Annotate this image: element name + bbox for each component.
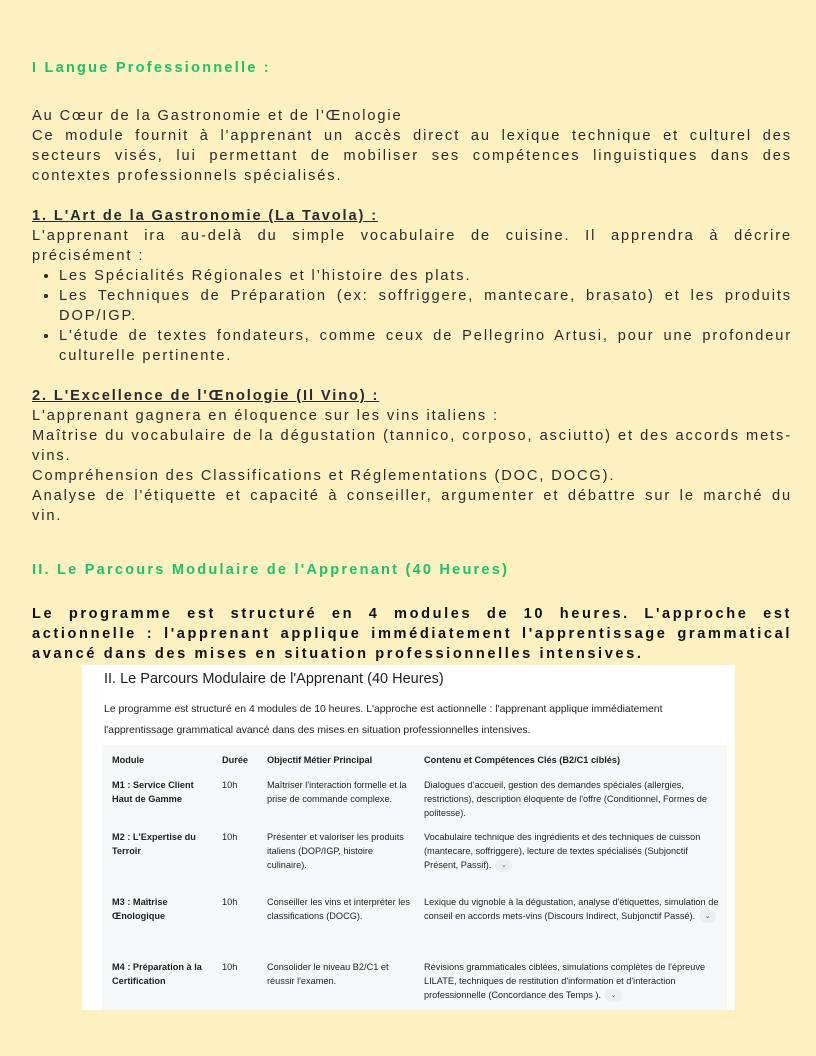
document (32, 58, 792, 664)
section2-title: II. Le Parcours Modulaire de l'Apprenant (40 Heures) (32, 562, 510, 578)
cell-duree: 10h (222, 780, 238, 790)
sub2-line: L'apprenant gagnera en éloquence sur les vins italiens : (32, 408, 499, 424)
header-module: Module (112, 755, 145, 765)
section1-title: I Langue Professionnelle : (32, 60, 271, 76)
cell-duree: 10h (222, 897, 238, 907)
sub2-line: Analyse de l'étiquette et capacité à conseiller, argumenter et débattre sur le marché du vin. (32, 488, 792, 524)
modules-table (102, 745, 727, 1010)
screenshot-title: II. Le Parcours Modulaire de l'Apprenant (40 Heures) (104, 671, 444, 687)
list-item: • Les Techniques de Préparation (ex: soffriggere, mantecare, brasato) et les produits DOP/IGP. (59, 286, 792, 326)
cell-module: M4 : Préparation à la Certification (112, 962, 202, 986)
cell-duree: 10h (222, 832, 238, 842)
chevron-down-icon[interactable]: ⌄ (699, 910, 716, 923)
sub1-list (32, 266, 792, 366)
cell-contenu: Lexique du vignoble à la dégustation, analyse d'étiquettes, simulation de conseil en accords mets-vins (Discours Indirect, Subjonctif Passé). ⌄ (424, 895, 724, 923)
sub2-line: Compréhension des Classifications et Réglementations (DOC, DOCG). (32, 468, 616, 484)
screenshot-intro: Le programme est structuré en 4 modules de 10 heures. L'approche est actionnelle : l'apprenant applique immédiatement l'apprentissage grammatical avancé dans des mises en situation professionnelles intensives. (104, 704, 663, 736)
chevron-down-icon[interactable]: ⌄ (605, 989, 622, 1002)
sub1-title: 1. L'Art de la Gastronomie (La Tavola) : (32, 208, 378, 224)
cell-objectif: Conseiller les vins et interpréter les classifications (DOCG). (267, 897, 410, 921)
chevron-down-icon[interactable]: ⌄ (495, 859, 512, 872)
list-item: • L'étude de textes fondateurs, comme ceux de Pellegrino Artusi, pour une profondeur culturelle pertinente. (59, 326, 792, 366)
cell-objectif: Consolider le niveau B2/C1 et réussir l'examen. (267, 962, 389, 986)
section1-intro: Ce module fournit à l'apprenant un accès direct au lexique technique et culturel des secteurs visés, lui permettant de mobiliser ses compétences linguistiques dans des contextes professionnels spécialisés. (32, 128, 792, 184)
cell-contenu: Vocabulaire technique des ingrédients et des techniques de cuisson (mantecare, soffriggere), lecture de textes spécialisés (Subjonctif Présent, Passif). ⌄ (424, 830, 724, 872)
cell-module: M3 : Maîtrise Œnologique (112, 897, 168, 921)
embedded-screenshot (82, 665, 735, 1010)
cell-objectif: Maîtriser l'interaction formelle et la prise de commande complexe. (267, 780, 407, 804)
sub2-title: 2. L'Excellence de l'Œnologie (Il Vino) : (32, 388, 380, 404)
sub1-text: L'apprenant ira au-delà du simple vocabulaire de cuisine. Il apprendra à décrire précisément : (32, 228, 792, 264)
section1-intro-line: Au Cœur de la Gastronomie et de l'Œnologie (32, 108, 403, 124)
header-objectif: Objectif Métier Principal (267, 755, 373, 765)
cell-module: M1 : Service Client Haut de Gamme (112, 780, 194, 804)
cell-objectif: Présenter et valoriser les produits italiens (DOP/IGP, histoire culinaire). (267, 832, 404, 870)
cell-module: M2 : L'Expertise du Terroir (112, 832, 196, 856)
cell-duree: 10h (222, 962, 238, 972)
header-contenu: Contenu et Compétences Clés (B2/C1 ciblés) (424, 755, 621, 765)
sub2-line: Maîtrise du vocabulaire de la dégustation (tannico, corposo, asciutto) et des accords mets-vins. (32, 428, 792, 464)
list-item: • Les Spécialités Régionales et l’histoire des plats. (59, 266, 792, 286)
cell-contenu: Dialogues d’accueil, gestion des demandes spéciales (allergies, restrictions), description éloquente de l'offre (Conditionnel, Formes de politesse). (424, 780, 707, 818)
section2-lead: Le programme est structuré en 4 modules de 10 heures. L'approche est actionnelle : l'apprenant applique immédiatement l'apprentissage grammatical avancé dans des mises en situation professionnelles intensives. (32, 606, 792, 662)
cell-contenu: Révisions grammaticales ciblées, simulations complètes de l'épreuve LILATE, techniques de restitution d'information et d'interaction professionnelle (Concordance des Temps ). ⌄ (424, 960, 724, 1002)
header-duree: Durée (222, 755, 249, 765)
